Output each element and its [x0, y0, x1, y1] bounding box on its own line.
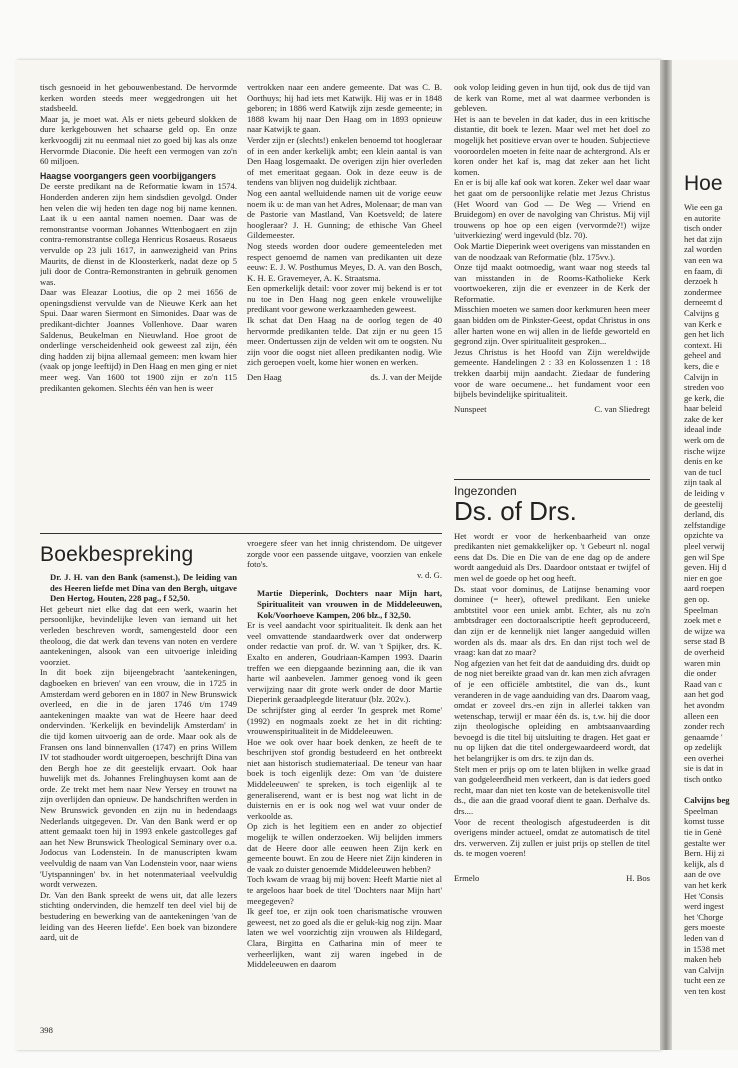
right-page-line: Speelman: [684, 805, 718, 816]
paragraph: Nog afgezien van het feit dat de aanduiding drs. duidt op de nog niet bereikte graad van dr. kan men zich afvragen of je een officiële ambtstitel, die van ds., kunt veranderen in de vage aanduiding van drs. Daarom vaag, omdat er zoveel drs.-en zijn in allerlei takken van wetenschap, terwijl er maar één ds. is, t.w. hij die door zijn theologische opleiding en ambtsaanvaarding bevoegd is die titel bij uitsluiting te dragen. Het gaat er nu op lijken dat die titel ondergewaardeerd wordt, dat het belangrijker is om drs. te zijn dan ds.: [454, 657, 650, 764]
review-column-1: [40, 572, 237, 1017]
right-page-line: de leiding v: [684, 488, 725, 499]
right-page-line: die onder: [684, 668, 717, 679]
paragraph: De eerste predikant na de Reformatie kwam in 1574. Honderden anderen zijn hem sindsdien gevolgd. Onder hen velen die wij heden ten dage nog bij name kennen. Laat ik u een aantal namen noemen. Daar was de remonstrantse voorman Johannes Wttenbogaert en zijn contra-remonstrantse collega Henricus Rosaeus. Rosaeus vervulde op 23 juli 1617, in aanwezigheid van Prins Maurits, de dienst in de Kloosterkerk, nadat deze op 5 juli door de Contra-Remonstranten in gebruik genomen was.: [40, 181, 237, 287]
paragraph: Ds. staat voor dominus, de Latijnse benaming voor dominee (= heer), oftewel predikant. Een unieke ambtstitel voor een uniek ambt. Echter, als nu zo'n ambtsdrager een doctoraalscriptie heeft geproduceerd, dan zijn er de kennelijk niet langer aangeduid willen worden als ds. maar als drs. En dan rijst toch wel de vraag: kan dat zo maar?: [454, 583, 650, 658]
paragraph: Jezus Christus is het Hoofd van Zijn wereldwijde gemeente. Handelingen 2 : 33 en Kolossenzen 1 : 18 trekken daarbij mijn aandacht. Ziedaar de fundering voor de ware oecumene... het fundament voor een bijbels bevindelijke spiritualiteit.: [454, 346, 650, 400]
right-page-line: van Calvijn: [684, 964, 724, 975]
right-page-line: het avondm: [684, 699, 725, 710]
review-column-2: [247, 538, 442, 1018]
right-page-line: en faam, di: [684, 265, 723, 276]
review-signature: v. d. G.: [417, 569, 442, 580]
paragraph: Een opmerkelijk detail: voor zover mij bekend is er tot nu toe in Den Haag nog geen enkele vrouwelijke predikant voor gewone werkzaamheden geweest.: [247, 283, 442, 315]
right-page-line: in 1538 met: [684, 943, 726, 954]
right-page-line: de wijze wa: [684, 625, 726, 636]
right-page-line: serse stad B: [684, 636, 726, 647]
right-page-line: het 'Chorge: [684, 911, 724, 922]
right-page-line: ideaal inde: [684, 424, 722, 435]
right-page-line: zonder rech: [684, 721, 725, 732]
paragraph: Er is veel aandacht voor spiritualiteit. Ik denk aan het veel omvattende standaardwerk over dat onderwerp onder redactie van prof. dr. W. van 't Spijker, drs. K. Exalto en anderen, Goudriaan-Kampen 1993. Daarin treffen we een diepgaande bezinning aan, die ik van harte wil aanbevelen. Jammer genoeg vond ik geen verwijzing naar dit grote werk onder de door Martie Dieperink geraadpleegde literatuur (blz. 202v.).: [247, 620, 442, 705]
signature-author: H. Bos: [626, 873, 650, 883]
paragraph: Verder zijn er (slechts!) enkelen benoemd tot hoogleraar of in een ander kerkelijk ambt; een klein aantal is van Den Haag losgemaakt. De overigen zijn hier overleden of met emeritaat gegaan. Ook in deze eeuw is de tendens van blijven nog duidelijk zichtbaar.: [247, 134, 442, 188]
paragraph: Onze tijd maakt ootmoedig, want waar nog steeds tal van misstanden in de Rooms-Katholieke Kerk voortwoekeren, zijn die er evenzeer in de Kerk der Reformatie.: [454, 262, 650, 304]
right-page-line: alleen een: [684, 710, 719, 721]
right-page-line: haar beleid: [684, 403, 722, 414]
right-page-line: ven ten kost: [684, 985, 726, 996]
paragraph: Op zich is het legitiem een en ander zo objectief mogelijk te willen onderzoeken. Wij belijden immers dat de Heere door alle eeuwen heen Zijn kerk en gemeente bouwt. En zou de Heere niet Zijn kinderen in de vaak zo duister genoemde Middeleeuwen hebben?: [247, 821, 442, 874]
signature-author: C. van Sliedregt: [594, 403, 650, 414]
paragraph: Maar ja, je moet wat. Als er niets gebeurd slokken de dure kerkgebouwen het schaarse geld op. En onze kerkvoogdij zit nu eenmaal niet zo goed bij kas als onze Hervormde Diaconie. Die heeft een vermogen van zo'n 60 miljoen.: [40, 113, 237, 167]
right-page-line: tisch ontko: [684, 774, 722, 785]
right-page-line: tucht een ze: [684, 975, 726, 986]
paragraph: Het gebeurt niet elke dag dat een werk, waarin het persoonlijke, bevindelijke leven van iemand uit het verleden beschreven wordt, samengesteld door een theoloog, die dat werk dan tevens van noten en verdere aantekeningen, alsook van een uitvoerige inleiding voorziet.: [40, 603, 237, 667]
paragraph: En er is bij alle kaf ook wat koren. Zeker wel daar waar het gaat om de persoonlijke relatie met Jezus Christus (Het Woord van God — De Weg — Vriend en Bruidegom) en over de navolging van Christus. Mij vijl trouwens op hoe op een eigen (vervormde?!) wijze 'uitverkiezing' werd ingevuld (blz. 70).: [454, 177, 650, 241]
right-page-line: context. Hi: [684, 339, 723, 350]
right-page-line: gers moeste: [684, 922, 725, 933]
paragraph: Nog steeds worden door oudere gemeenteleden met respect genoemd de namen van predikanten uit deze eeuw: E. J. W. Posthumus Meyes, D. A. van den Bosch, K. H. E. Gravemeyer, A. K. Straatsma.: [247, 240, 442, 283]
right-page-line: gestalte wer: [684, 837, 726, 848]
paragraph: ook volop leiding geven in hun tijd, ook dus de tijd van de kerk van Rome, met al wat daarmee verbonden is gebleven.: [454, 82, 650, 114]
right-page-line: tie in Genè: [684, 827, 722, 838]
right-page-line: zelfstandige: [684, 519, 726, 530]
boekbespreking-heading: Boekbespreking: [40, 543, 194, 566]
right-page-line: kelijk, als d: [684, 858, 724, 869]
article-column-2: [247, 82, 442, 532]
horizontal-rule: [40, 533, 442, 534]
right-page-line: aan de ove: [684, 869, 721, 880]
right-page-line: werd ingest: [684, 901, 724, 912]
right-page-line: het dat zijn: [684, 233, 723, 244]
paragraph: Toch kwam de vraag bij mij boven: Heeft Martie niet al te argeloos haar boek de titel 'Dochters naar Mijn hart' meegegeven?: [247, 874, 442, 906]
paragraph: Ik schat dat Den Haag na de oorlog tegen de 40 hervormde predikanten telde. Dat zijn er nu geen 15 meer. Ondertussen zijn de velden wit om te oogsten. Nu zijn voor die oogst niet alleen predikanten nodig. Wie zich geroepen voelt, kome hier wonen en werken.: [247, 315, 442, 368]
paragraph: vroegere sfeer van het innig christendom. De uitgever zorgde voor een passende uitgave, voorzien van enkele foto's.: [247, 538, 442, 570]
right-page-line: tisch onder: [684, 223, 722, 234]
right-page-line: sie is dat in: [684, 763, 723, 774]
paragraph: Dr. Van den Bank spreekt de wens uit, dat alle lezers stichting ondervinden, die hemzelf ten deel viel bij de bestudering en bewerking van de aantekeningen 'van de leiding van des Heeren liefde'. Een boek van bizondere aard, uit de: [40, 889, 237, 943]
right-page-line: gen wil Spe: [684, 551, 725, 562]
paragraph: tisch gesnoeid in het gebouwenbestand. De hervormde kerken worden steeds meer weggedrongen uit het stadsbeeld.: [40, 82, 237, 114]
ingezonden-title: Ds. of Drs.: [454, 495, 577, 526]
paragraph: Voor de recent theologisch afgestudeerden is dit overigens minder actueel, omdat ze automatisch de titel drs. verwerven. Zij zullen er juist prijs op stellen de titel ds. te mogen voeren!: [454, 816, 650, 859]
right-page-line: Bern. Hij zi: [684, 848, 725, 859]
right-page-line: de geestelij: [684, 498, 723, 509]
paragraph: Hoe we ook over haar boek denken, ze heeft de te beschrijven stof grondig bestudeerd en het ontbreekt niet aan historisch studiemateriaal. De teneur van haar boek is toch eigenlijk deze: Om van 'de duistere Middeleeuwen' te spreken, is toch eigenlijk al te generaliserend, want er is best nog wat licht in de duisternis en er is ook nog wel wat vuur onder de verkoolde as.: [247, 736, 442, 821]
right-page-line: een overhei: [684, 752, 724, 763]
right-page-line: Speelman: [684, 604, 718, 615]
article-column-1: [40, 82, 237, 532]
paragraph: vertrokken naar een andere gemeente. Dat was C. B. Oorthuys; hij had iets met Katwijk. Hij was er in 1848 geboren; in 1886 werd Katwijk zijn zesde gemeente; in 1888 kwam hij naar Den Haag om in 1893 opnieuw naar Katwijk te gaan.: [247, 82, 442, 135]
right-page-line: leden van d: [684, 932, 724, 943]
paragraph: Het is aan te bevelen in dat kader, dus in een kritische distantie, dit boek te lezen. Maar wel met het doel zo mogelijk het positieve ervan over te houden. Subjectieve vooroordelen moeten in feite naar de achtergrond. Als er koren onder het kaf is, mag dat zeker aan het licht komen.: [454, 113, 650, 177]
right-page-line: werk om de: [684, 435, 725, 446]
right-page-line: aan het god: [684, 689, 724, 700]
right-page-line: zijn taak al: [684, 477, 722, 488]
right-page-line: van het kerk: [684, 880, 727, 890]
right-page-line: maken heb: [684, 954, 722, 965]
right-page-line: derland, dis: [684, 509, 725, 520]
book-gutter: [660, 60, 672, 1050]
paragraph: Daar was Eleazar Lootius, die op 2 mei 1656 de openingsdienst vervulde van de Nieuwe Kerk aan het Spui. Daar waren Siermont en Simonides. Daar was de predikant-dichter Joannes Vollenhove. Daar waren Saldenus, Beukelman en Nieuwland. Hoe groot de onderlinge verscheidenheid ook geweest zal zijn, één ding hadden zij bijna allemaal gemeen: men kwam hier (vaak op jonge leeftijd) in Den Haag en men ging er niet meer weg. Van 1600 tot 1900 zijn er zo'n 115 predikanten gekomen. Slechts één van hen is weer: [40, 287, 237, 393]
paragraph: De schrijfster ging al eerder 'In gesprek met Rome' (1992) en nogmaals zoekt ze het in dit richting: vrouwenspiritualiteit in de Middeleeuwen.: [247, 704, 442, 737]
right-page-line: opzichte va: [684, 530, 724, 541]
signature-author: ds. J. van der Meijde: [370, 372, 442, 383]
right-page-line: zondermee: [684, 286, 722, 297]
right-page-line: zake de ker: [684, 413, 724, 424]
right-page: [672, 60, 738, 1050]
right-page-line: ge kerk, die: [684, 392, 725, 403]
right-page-line: Raad van c: [684, 678, 723, 689]
right-page-line: genaamde ': [684, 731, 723, 742]
right-page-line: komst tusse: [684, 816, 725, 827]
right-page-line: gen op.: [684, 593, 710, 604]
right-page-line: de overheid: [684, 646, 725, 657]
paragraph: Nog een aantal welluidende namen uit de vorige eeuw noem ik u: de man van het Adres, Molenaar; de man van de Pastorie van Mastland, Van Koetsveld; de latere hoogleraar? J. H. Gunning; de ethische Van Gheel Gildemeester.: [247, 187, 442, 241]
right-page-line: Calvijns beg: [684, 795, 730, 806]
book-reference: Martie Dieperink, Dochters naar Mijn hart, Spiritualiteit van vrouwen in de Middeleeuwen, Kok/Voorhoeve Kampen, 206 blz., f 32,50.: [257, 588, 442, 620]
right-page-line: op zedelijk: [684, 742, 722, 753]
right-page-title: Hoe: [684, 172, 723, 195]
right-page-line: waren min: [684, 657, 721, 668]
right-page-line: pleel verwij: [684, 541, 725, 551]
right-page-line: geven. Hij d: [684, 562, 727, 573]
right-page-line: zoek met e: [684, 615, 722, 626]
right-page-line: aard roepen: [684, 583, 725, 594]
right-page-line: Wie een ga: [684, 202, 723, 212]
signature: [454, 404, 650, 415]
right-page-line: Het 'Consis: [684, 890, 724, 901]
right-page-line: gen het lich: [684, 329, 725, 340]
signature-place: Ermelo: [454, 873, 480, 883]
right-page-line: geheel and: [684, 350, 721, 361]
signature: [454, 873, 650, 884]
article-column-3: [454, 82, 650, 477]
right-page-line: Calvijns g: [684, 307, 720, 318]
ingezonden-kicker: Ingezonden: [454, 486, 517, 498]
right-page-column: [684, 202, 738, 997]
section-heading: Haagse voorgangers geen voorbijgangers: [40, 170, 216, 181]
paragraph: Ik geef toe, er zijn ook toen charismatische vrouwen geweest, net zo goed als die er geluk-kig nog zijn. Maar laten we wel voorzichtig zijn vrouwen als Hildegard, Clara, Birgitta en Catharina min of meer te verheerlijken, want zij waren ingebed in de Middeleeuwen en daarom: [247, 906, 442, 970]
right-page-line: van een wa: [684, 254, 723, 265]
right-page-line: derneemt d: [684, 297, 723, 308]
page-number: 398: [40, 1025, 53, 1035]
paragraph: Stelt men er prijs op om te laten blijken in welke graad van godgeleerdheid men verkeert, dan is dat ieders goed recht, maar dan niet ten koste van de betekenisvolle titel ds., die aan die graad vooraf dient te gaan. Derhalve ds. drs....: [454, 763, 650, 817]
paragraph: Misschien moeten we samen door kerkmuren heen meer gaan bidden om de Pinkster-Geest, opdat Christus in ons aller harten wone en wij allen in de liefde geworteld en gegrond zijn. Over spiritualiteit gesproken...: [454, 304, 650, 347]
signature: [247, 372, 442, 383]
right-page-line: derzoek h: [684, 276, 718, 287]
right-page-line: rische wijze: [684, 445, 726, 456]
right-page-line: Calvijn in: [684, 371, 719, 382]
right-page-line: nier en goe: [684, 572, 723, 583]
right-page-line: en autorite: [684, 212, 721, 223]
right-page-line: [684, 785, 738, 796]
signature-place: Den Haag: [247, 372, 282, 383]
right-page-line: denis en ke: [684, 456, 723, 467]
horizontal-rule: [454, 479, 650, 480]
right-page-line: van de tucl: [684, 466, 722, 477]
right-page-line: streden voo: [684, 382, 724, 393]
book-reference: Dr. J. H. van den Bank (samenst.), De leiding van des Heeren liefde met Dina van den Bergh, uitgave Den Hertog, Houten, 228 pag., f 52,50.: [50, 572, 237, 604]
ingezonden-column: [454, 486, 650, 1016]
paragraph: Het wordt er voor de herkenbaarheid van onze predikanten niet gemakkelijker op. 't Gebeurt nl. nogal eens dat Ds. Die en Die van de ene dag op de andere wordt aangeduid als Drs. Daardoor ontstaat er twijfel of men wel de goede op het oog heeft.: [454, 530, 650, 583]
paragraph: In dit boek zijn bijeengebracht 'aantekeningen, dagboeken en brieven' van een vrouw, die in 1725 in Amsterdam werd geboren en in 1807 in New Brunswick overleed, en die in de jaren 1746 t/m 1749 aantekeningen maakte van wat de Heere haar deed ondervinden. 'Kerkelijk en bevindelijk Amsterdam' in die tijd komen uitvoerig aan de orde. Maar ook als de Fransen ons land binnenvallen (1747) en prins Willem IV tot stadhouder wordt uitgeroepen, beschrijft Dina van den Bergh hoe ze dit geestelijk ervaart. Ook haar huwelijk met ds. Johannes Frelinghuysen komt aan de orde. Ze trekt met hem naar New Yersey en trouwt na zijn overlijden dan opnieuw. De handschriften werden in New Brunswick gevonden en zijn nu in hedendaags Nederlands uitgegeven. Dr. Van den Bank werd er op attent gemaakt toen hij in 1993 enkele gastcolleges gaf aan het New Brunswick Theological Seminary over o.a. Jodocus van Lodenstein. In de manuscripten kwam veelvuldig de naam van Van Lodenstein voor, naar wiens 'Uytspanningen' bv. in het notenmateriaal veelvuldig wordt verwezen.: [40, 667, 237, 890]
paragraph: Ook Martie Dieperink weet overigens van misstanden en van de noodzaak van Reformatie (blz. 175vv.).: [454, 240, 650, 262]
signature-place: Nunspeet: [454, 403, 487, 414]
right-page-line: kers, die e: [684, 360, 720, 371]
right-page-line: zal worden: [684, 244, 722, 255]
right-page-line: van Kerk e: [684, 318, 722, 329]
